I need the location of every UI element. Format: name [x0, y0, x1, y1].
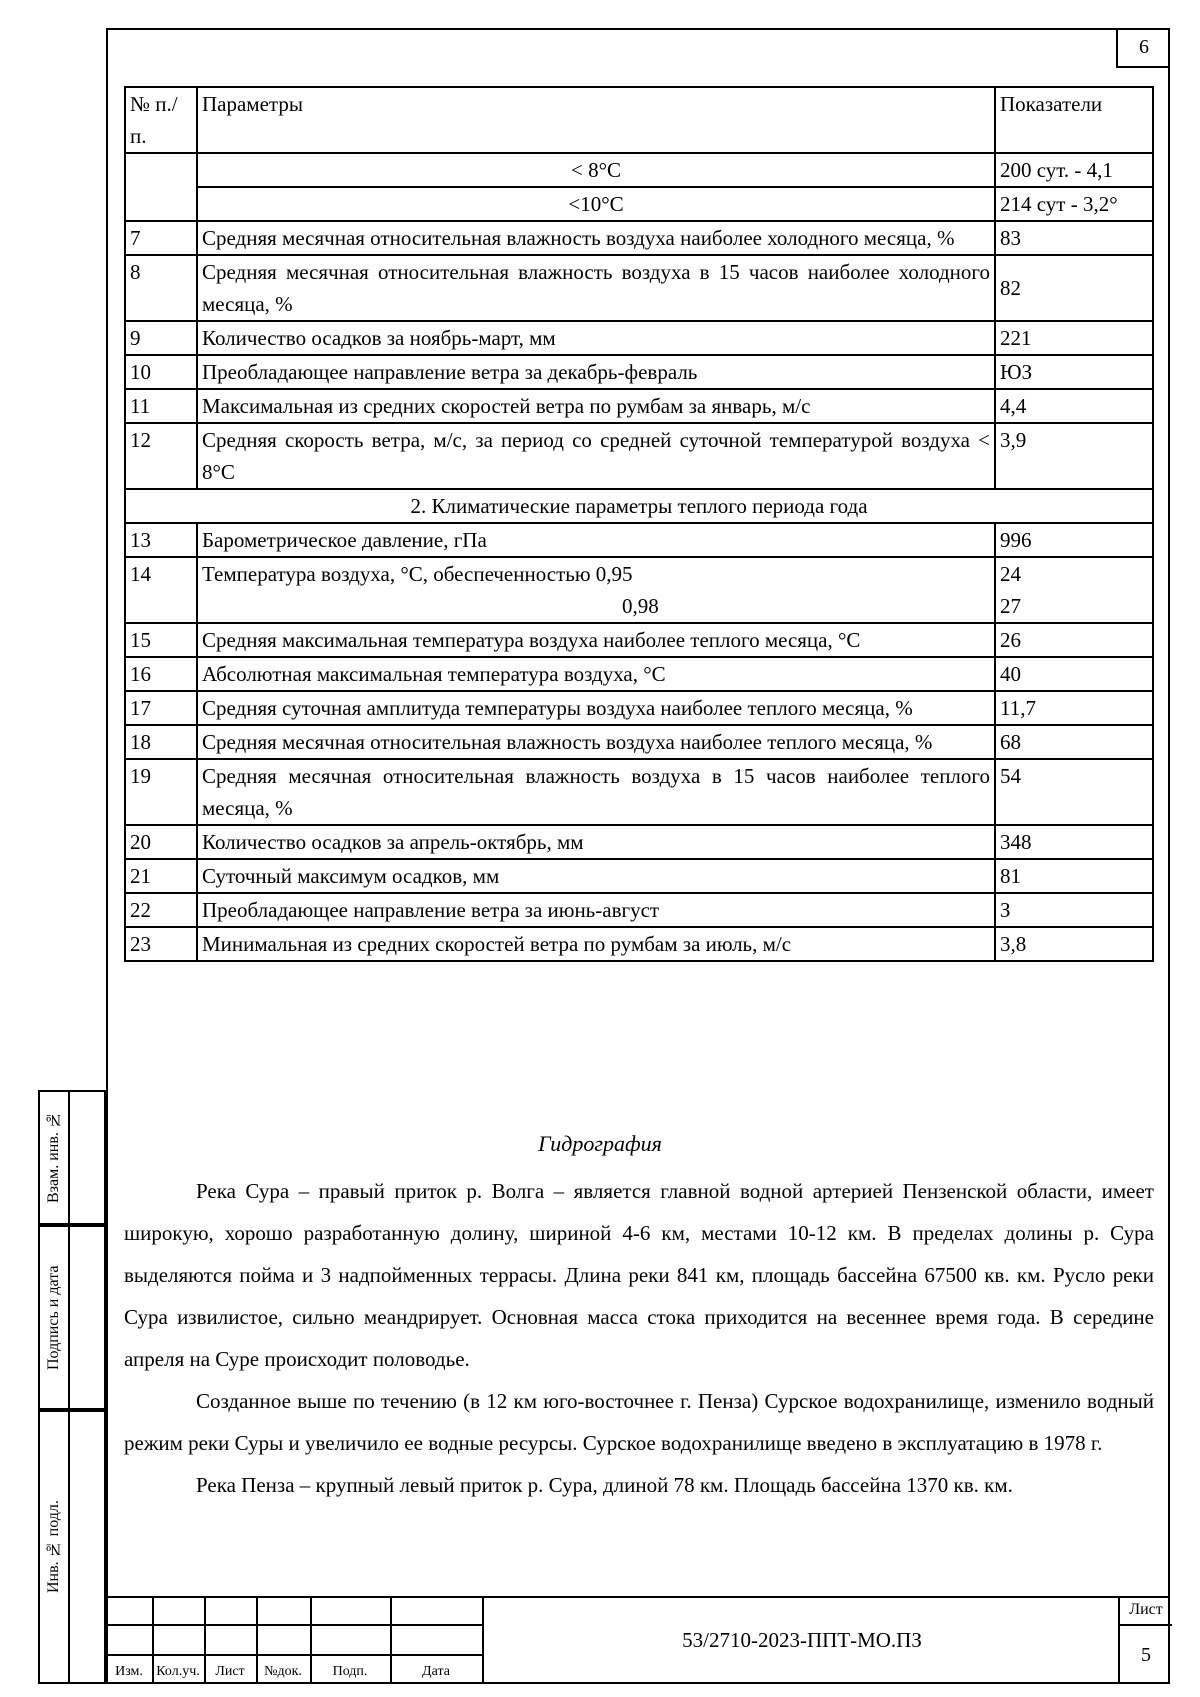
row-value-line: 24: [1000, 562, 1021, 586]
row-value: 200 сут. - 4,1: [995, 153, 1153, 187]
body-text: [124, 1170, 1154, 1506]
row-number: 10: [125, 355, 197, 389]
row-param: Средняя скорость ветра, м/с, за период со средней суточной температурой воздуха < 8°С: [197, 423, 995, 489]
side-box-inv: [38, 1410, 106, 1684]
row-param-line: Температура воздуха, °С, обеспеченностью 0,95: [202, 562, 633, 586]
table-row: [125, 153, 1153, 187]
row-param: Средняя максимальная температура воздуха наиболее теплого месяца, °С: [197, 623, 995, 657]
row-number: 23: [125, 927, 197, 961]
table-header-row: [125, 87, 1153, 153]
side-box-vzam: [38, 1090, 106, 1225]
row-number: 16: [125, 657, 197, 691]
side-box-podpis: [38, 1225, 106, 1410]
document-code: 53/2710-2023-ППТ-МО.ПЗ: [482, 1596, 1120, 1684]
row-number: 18: [125, 725, 197, 759]
row-value: 81: [995, 859, 1153, 893]
row-number: 20: [125, 825, 197, 859]
row-value: 3,8: [995, 927, 1153, 961]
table-row: [125, 523, 1153, 557]
header-num: № п./п.: [125, 87, 197, 153]
stamp-col-data: Дата: [422, 1664, 450, 1679]
row-value: 26: [995, 623, 1153, 657]
table-row: [125, 893, 1153, 927]
row-number: [125, 153, 197, 221]
row-value: 214 сут - 3,2°: [995, 187, 1153, 221]
row-param: Количество осадков за ноябрь-март, мм: [197, 321, 995, 355]
row-param: Средняя месячная относительная влажность воздуха в 15 часов наиболее холодного месяца, %: [197, 255, 995, 321]
row-number: 9: [125, 321, 197, 355]
row-value: 82: [995, 255, 1153, 321]
row-number: 8: [125, 255, 197, 321]
row-value: 348: [995, 825, 1153, 859]
table-row: [125, 557, 1153, 623]
row-number: 21: [125, 859, 197, 893]
row-value: 996: [995, 523, 1153, 557]
row-param: Минимальная из средних скоростей ветра по румбам за июль, м/с: [197, 927, 995, 961]
stamp-col-list: Лист: [215, 1664, 245, 1679]
top-page-number: 6: [1116, 28, 1170, 68]
section-heading-cell: 2. Климатические параметры теплого периода года: [125, 489, 1153, 523]
row-value: 221: [995, 321, 1153, 355]
row-number: 17: [125, 691, 197, 725]
section-title: Гидрография: [538, 1131, 662, 1156]
row-number: 14: [125, 557, 197, 623]
row-number: 19: [125, 759, 197, 825]
row-value: 68: [995, 725, 1153, 759]
table-row: [125, 423, 1153, 489]
row-number: 12: [125, 423, 197, 489]
title-block: [106, 1596, 1170, 1684]
table-row: [125, 255, 1153, 321]
row-param: < 8°С: [197, 153, 995, 187]
stamp-col-podp: Подп.: [332, 1664, 368, 1679]
header-value: Показатели: [995, 87, 1153, 153]
row-param: Барометрическое давление, гПа: [197, 523, 995, 557]
row-value: 3,9: [995, 423, 1153, 489]
sheet-label: Лист: [1120, 1596, 1172, 1626]
row-param: Средняя месячная относительная влажность воздуха наиболее холодного месяца, %: [197, 221, 995, 255]
row-value: З: [995, 893, 1153, 927]
stamp-col-ndok: №док.: [264, 1664, 302, 1679]
side-label-inv: Инв. № подл.: [45, 1500, 62, 1594]
table-row: [125, 221, 1153, 255]
row-param: Суточный максимум осадков, мм: [197, 859, 995, 893]
table-row: [125, 187, 1153, 221]
row-number: 7: [125, 221, 197, 255]
table-row: [125, 759, 1153, 825]
table-row: [125, 859, 1153, 893]
row-param: Максимальная из средних скоростей ветра по румбам за январь, м/с: [197, 389, 995, 423]
row-value: ЮЗ: [995, 355, 1153, 389]
row-param-line: 0,98: [622, 594, 659, 618]
table-row: [125, 389, 1153, 423]
row-param: Средняя месячная относительная влажность воздуха наиболее теплого месяца, %: [197, 725, 995, 759]
row-value-line: 27: [1000, 594, 1021, 618]
row-number: 22: [125, 893, 197, 927]
row-param: Преобладающее направление ветра за июнь-август: [197, 893, 995, 927]
row-number: 13: [125, 523, 197, 557]
paragraph: Река Сура – правый приток р. Волга – является главной водной артерией Пензенской области, имеет широкую, хорошо разработанную долину, шириной 4-6 км, местами 10-12 км. В пределах долины р. Сура выделяются пойма и 3 надпойменных террасы. Длина реки 841 км, площадь бассейна 67500 кв. км. Русло реки Сура извилистое, сильно меандрирует. Основная масса стока приходится на весеннее время года. В середине апреля на Суре происходит половодье.: [124, 1179, 1154, 1371]
row-param: Абсолютная максимальная температура воздуха, °С: [197, 657, 995, 691]
row-param: [197, 557, 995, 623]
row-number: 15: [125, 623, 197, 657]
row-value: 83: [995, 221, 1153, 255]
table-row: [125, 825, 1153, 859]
table-row: [125, 691, 1153, 725]
row-value: 4,4: [995, 389, 1153, 423]
side-label-vzam: Взам. инв. №: [45, 1111, 62, 1204]
sheet-box: [1118, 1596, 1172, 1684]
paragraph: Река Пенза – крупный левый приток р. Сура, длиной 78 км. Площадь бассейна 1370 кв. км.: [196, 1473, 1013, 1497]
stamp-col-izm: Изм.: [115, 1664, 143, 1679]
row-value: 11,7: [995, 691, 1153, 725]
row-value: 40: [995, 657, 1153, 691]
climate-parameters-table: [124, 86, 1154, 962]
table-row: [125, 657, 1153, 691]
row-param: Преобладающее направление ветра за декабрь-февраль: [197, 355, 995, 389]
row-param: Средняя суточная амплитуда температуры воздуха наиболее теплого месяца, %: [197, 691, 995, 725]
table-row: [125, 927, 1153, 961]
table-row: [125, 355, 1153, 389]
stamp-col-koluch: Кол.уч.: [156, 1664, 200, 1679]
title-block-grid: [106, 1596, 482, 1684]
row-number: 11: [125, 389, 197, 423]
row-value: 54: [995, 759, 1153, 825]
row-value: [995, 557, 1153, 623]
row-param: Количество осадков за апрель-октябрь, мм: [197, 825, 995, 859]
row-param: Средняя месячная относительная влажность воздуха в 15 часов наиболее теплого месяца, %: [197, 759, 995, 825]
sheet-number: 5: [1141, 1644, 1151, 1666]
side-label-podpis: Подпись и дата: [45, 1265, 62, 1370]
row-param: <10°С: [197, 187, 995, 221]
header-param: Параметры: [197, 87, 995, 153]
table-row: [125, 725, 1153, 759]
table-row: [125, 321, 1153, 355]
table-row: [125, 623, 1153, 657]
table-row: [125, 489, 1153, 523]
paragraph: Созданное выше по течению (в 12 км юго-восточнее г. Пенза) Сурское водохранилище, изменило водный режим реки Суры и увеличило ее водные ресурсы. Сурское водохранилище введено в эксплуатацию в 1978 г.: [124, 1389, 1154, 1455]
